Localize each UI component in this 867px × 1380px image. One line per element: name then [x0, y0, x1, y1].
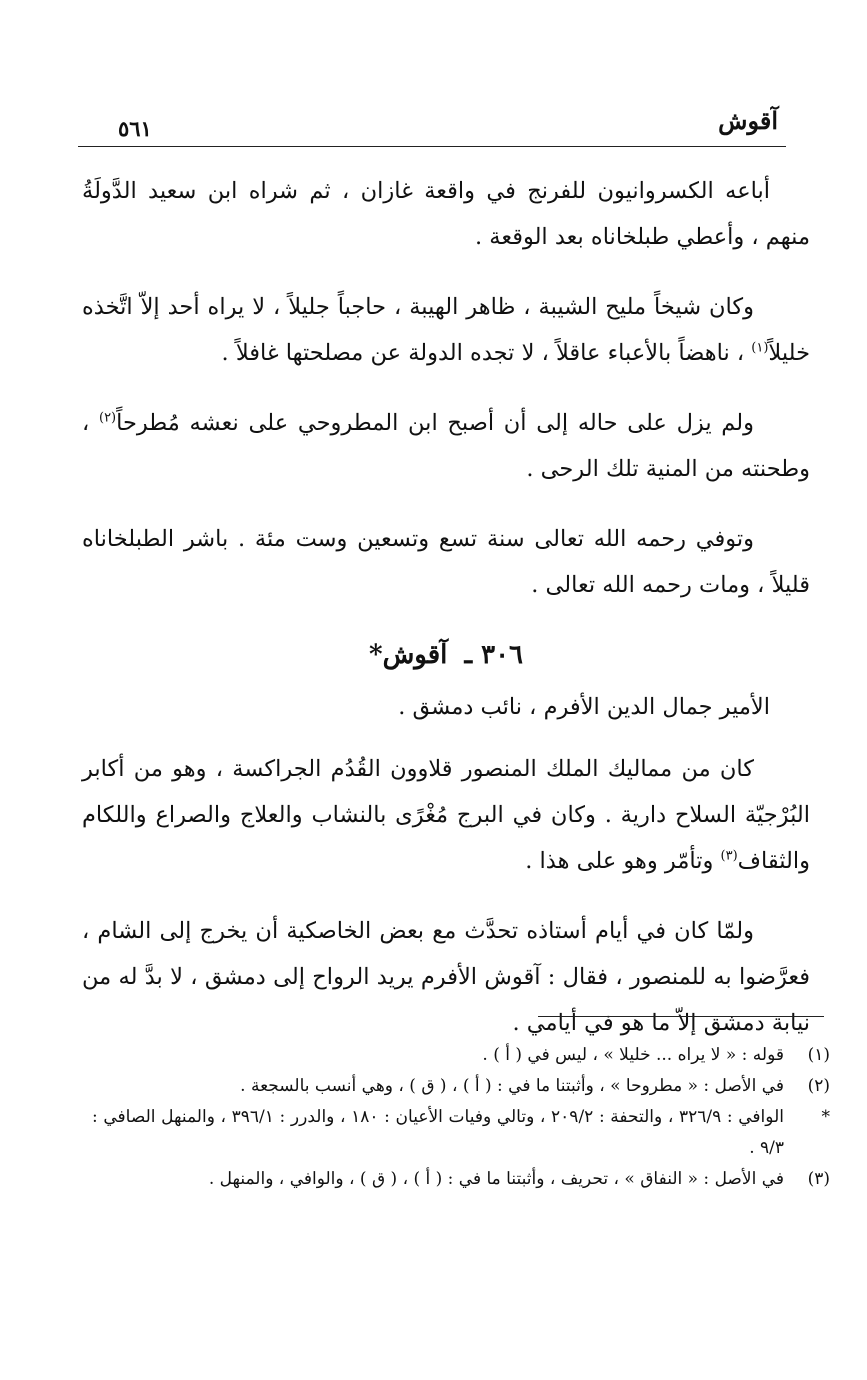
paragraph-3-text-a: ولم يزل على حاله إلى أن أصبح ابن المطروحي على نعشه مُطرحاً: [116, 410, 754, 436]
footnote: [92, 1071, 830, 1102]
paragraph-2: [82, 284, 810, 376]
footnote-text: في الأصل : « النفاق » ، تحريف ، وأثبتنا ما في : ( أ ) ، ( ق ) ، والوافي ، والمنهل .: [208, 1169, 784, 1189]
paragraph-4: وتوفي رحمه الله تعالى سنة تسع وتسعين وست مئة . باشر الطبلخاناه قليلاً ، ومات رحمه الله تعالى .: [82, 526, 810, 598]
footnote-mark: (٣): [807, 1169, 830, 1189]
running-title: آقوش: [718, 106, 778, 135]
footnote-text: الوافي : ٣٢٦/٩ ، والتحفة : ٢٠٩/٢ ، وتالي وفيات الأعيان : ١٨٠ ، والدرر : ٣٩٦/١ ، والمنهل الصافي : ٩/٣ .: [92, 1107, 784, 1158]
entry-title: آقوش*: [368, 640, 448, 670]
footnote-divider: [538, 1016, 824, 1017]
paragraph-5-text-b: وتأمّر وهو على هذا .: [525, 848, 721, 874]
footnotes: [92, 1040, 830, 1195]
paragraph-3-text-b: ، وطحنته من المنية تلك الرحى .: [82, 410, 810, 482]
footnote-ref-3: (٣): [720, 848, 738, 864]
running-header: [78, 100, 786, 147]
main-text: [82, 168, 810, 1070]
paragraph-2-text-b: ، ناهضاً بالأعباء عاقلاً ، لا تجده الدولة عن مصلحتها غافلاً .: [221, 340, 752, 366]
footnote: [92, 1164, 830, 1195]
footnote: [92, 1102, 830, 1164]
footnote: [92, 1040, 830, 1071]
footnote-mark: *: [821, 1107, 830, 1127]
footnote-ref-1: (١): [751, 340, 769, 356]
paragraph-6: ولمّا كان في أيام أستاذه تحدَّث مع بعض الخاصكية أن يخرج إلى الشام ، فعرَّضوا به للمنصور ، فقال : آقوش الأفرم يريد الرواح إلى دمشق ، لا بدَّ له من نيابة دمشق إلاّ ما هو في أيامي .: [82, 918, 810, 1036]
footnote-ref-2: (٢): [98, 410, 117, 426]
entry-number: ٣٠٦ ـ: [464, 640, 524, 670]
paragraph-5-text-a: كان من مماليك الملك المنصور قلاوون القُدُم الجراكسة ، وهو من أكابر البُرْجيّة السلاح دارية . وكان في البرج مُغْرًى بالنشاب والعلاج والصراع واللكام والثقاف: [82, 756, 810, 874]
paragraph-5: [82, 746, 810, 884]
entry-heading: [82, 632, 810, 678]
paragraph-2-text-a: وكان شيخاً مليح الشيبة ، ظاهر الهيبة ، حاجباً جليلاً ، لا يراه أحد إلاّ اتَّخذه خليلاً: [82, 294, 810, 366]
footnote-text: في الأصل : « مطروحا » ، وأثبتنا ما في : ( أ ) ، ( ق ) ، وهي أنسب بالسجعة .: [240, 1076, 784, 1096]
paragraph-1: أباعه الكسروانيون للفرنج في واقعة غازان ، ثم شراه ابن سعيد الدَّولَةُ منهم ، وأعطي طبلخاناه بعد الوقعة .: [82, 178, 810, 250]
paragraph-3: [82, 400, 810, 492]
footnote-mark: (٢): [807, 1076, 830, 1096]
page-number: ٥٦١: [118, 116, 152, 141]
footnote-text: قوله : « لا يراه ... خليلا » ، ليس في ( أ ) .: [482, 1045, 784, 1065]
entry-intro: الأمير جمال الدين الأفرم ، نائب دمشق .: [398, 694, 770, 720]
footnote-mark: (١): [807, 1045, 830, 1065]
